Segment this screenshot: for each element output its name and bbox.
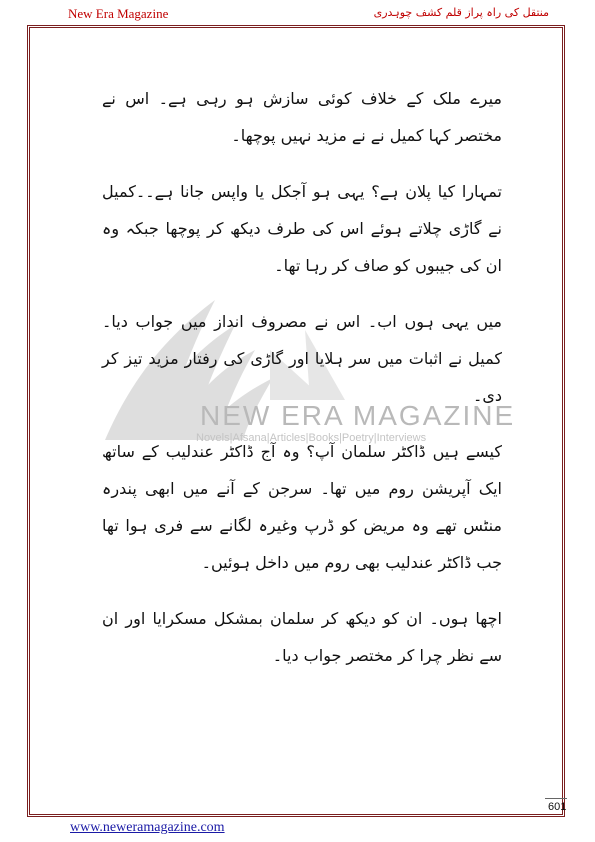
- page-number: 601: [548, 801, 567, 813]
- novel-text: [102, 80, 516, 693]
- page-number-rule: [545, 798, 567, 799]
- paragraph-2: تمہارا کیا پلان ہے؟ یہی ہو آجکل یا واپس جانا ہے۔۔کمیل نے گاڑی چلاتے ہوئے اس کی طرف دیکھ کر پوچھا جبکہ وہ ان کی جیبوں کو صاف کر رہا تھا۔: [102, 182, 502, 275]
- paragraph-3: میں یہی ہوں اب۔ اس نے مصروف انداز میں جواب دیا۔ کمیل نے اثبات میں سر ہلایا اور گاڑی کی رفتار مزید تیز کر دی۔: [102, 312, 502, 405]
- paragraph-5: اچھا ہوں۔ ان کو دیکھ کر سلمان بمشکل مسکرایا اور ان سے نظر چرا کر مختصر جواب دیا۔: [102, 609, 502, 665]
- paragraph-1: میرے ملک کے خلاف کوئی سازش ہو رہی ہے۔ اس نے مختصر کہا کمیل نے نے مزید نہیں پوچھا۔: [102, 89, 502, 145]
- header-novel-author: منتقل کی راہ پراز قلم کشف چوہدری: [373, 6, 549, 19]
- watermark-name: NEW ERA MAGAZINE: [200, 400, 516, 431]
- header-magazine-name: New Era Magazine: [68, 6, 169, 21]
- website-link[interactable]: www.neweramagazine.com: [70, 820, 225, 835]
- watermark-tagline: Novels|Afsana|Articles|Books|Poetry|Interviews: [196, 432, 427, 444]
- paragraph-4: کیسے ہیں ڈاکٹر سلمان آپ؟ وہ آج ڈاکٹر عندلیب کے ساتھ ایک آپریشن روم میں تھا۔ سرجن کے آنے میں ابھی پندرہ منٹس تھے وہ مریض کو ڈرپ وغیرہ لگانے سے فری ہوا تھا جب ڈاکٹر عندلیب بھی روم میں داخل ہوئیں۔: [102, 442, 502, 572]
